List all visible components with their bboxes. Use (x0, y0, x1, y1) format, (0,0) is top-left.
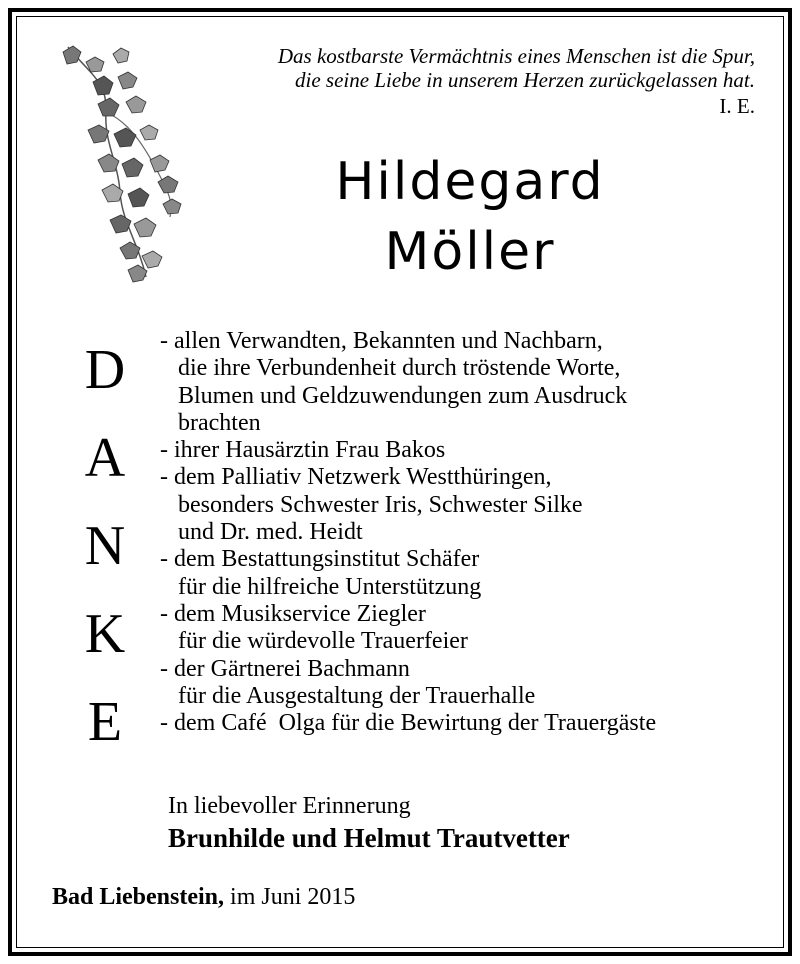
danke-letter-d: D (84, 339, 126, 401)
thanks-line: brachten (160, 409, 261, 436)
thanks-line: - allen Verwandten, Bekannten und Nachbarn, (160, 328, 603, 354)
ivy-vine-illustration (58, 42, 188, 287)
thanks-line: die ihre Verbundenheit durch tröstende Worte, (160, 355, 621, 382)
quote-author: I. E. (719, 94, 755, 118)
thanks-line: und Dr. med. Heidt (160, 519, 363, 546)
place-and-date (52, 882, 355, 912)
danke-vertical-word (70, 326, 140, 766)
quote-line-2: die seine Liebe in unserem Herzen zurückgelassen hat. (295, 68, 755, 92)
thanks-list (160, 328, 780, 737)
quote-line-1: Das kostbarste Vermächtnis eines Menschen ist die Spur, (277, 44, 755, 68)
danke-letter-e: E (87, 691, 123, 753)
thanks-line: - ihrer Hausärztin Frau Bakos (160, 437, 446, 464)
danke-letter-a: A (84, 427, 126, 489)
memorial-quote (200, 44, 755, 118)
place: Bad Liebenstein, (52, 884, 225, 910)
thanks-line: Blumen und Geldzuwendungen zum Ausdruck (160, 382, 628, 409)
danke-letter-k: K (84, 603, 126, 665)
thanks-line: - dem Bestattungsinstitut Schäfer (160, 546, 480, 573)
thanks-line: für die hilfreiche Unterstützung (160, 573, 482, 600)
thanks-line: - dem Palliativ Netzwerk Westthüringen, (160, 464, 552, 491)
thanks-line: - der Gärtnerei Bachmann (160, 655, 410, 682)
thanks-line: für die würdevolle Trauerfeier (160, 628, 468, 655)
closing-intro: In liebevoller Erinnerung (168, 793, 411, 819)
danke-letter-n: N (84, 515, 126, 577)
date: im Juni 2015 (224, 884, 356, 910)
thanks-line: - dem Café Olga für die Bewirtung der Trauergäste (160, 710, 657, 737)
thanks-line: - dem Musikservice Ziegler (160, 600, 426, 627)
thanks-line: für die Ausgestaltung der Trauerhalle (160, 682, 536, 709)
closing-signatories: Brunhilde und Helmut Trautvetter (168, 823, 570, 853)
deceased-first-name: Hildegard (335, 152, 605, 212)
thanks-line: besonders Schwester Iris, Schwester Silke (160, 491, 583, 518)
deceased-last-name: Möller (384, 222, 556, 282)
